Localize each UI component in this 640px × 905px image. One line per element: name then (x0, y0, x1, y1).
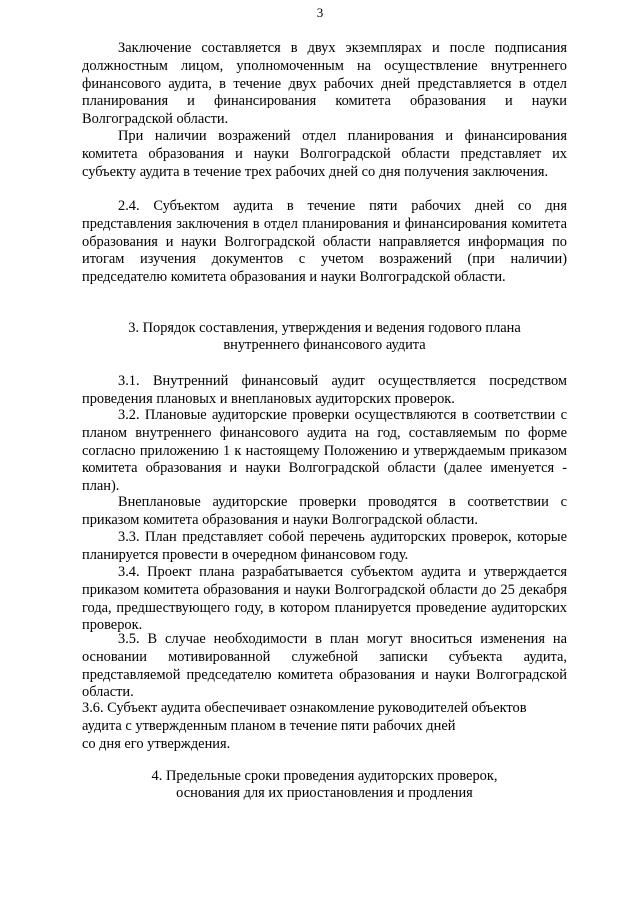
paragraph-3-4: 3.4. Проект плана разрабатывается субъектом аудита и утверждается приказом комитета образования и науки Волгоградской области до 25 декабря года, предшествующего году, в котором планируется проведение аудиторских проверок. (82, 564, 567, 634)
paragraph-3-5: 3.5. В случае необходимости в план могут вноситься изменения на основании мотивированной служебной записки субъекта аудита, представляемой председателю комитета образования и науки Волгоградской области. (82, 631, 567, 701)
section-4-heading-line2: основания для их приостановления и продления (176, 785, 473, 801)
paragraph-conclusion: Заключение составляется в двух экземплярах и после подписания должностным лицом, уполномоченным на осуществление внутреннего финансового аудита, в течение двух рабочих дней представляется в отдел планирования и финансирования комитета образования и науки Волгоградской области. (82, 40, 567, 128)
paragraph-3-6-line3: со дня его утверждения. (82, 735, 231, 752)
section-3-heading (82, 320, 567, 354)
paragraph-3-2: 3.2. Плановые аудиторские проверки осуществляются в соответствии с планом внутреннего финансового аудита на год, составляемым по форме согласно приложению 1 к настоящему Положению и утверждаемым приказом комитета образования и науки Волгоградской области (далее именуется - план). (82, 407, 567, 495)
paragraph-3-6-line2: аудита с утвержденным планом в течение пяти рабочих дней (82, 717, 456, 734)
paragraph-unscheduled: Внеплановые аудиторские проверки проводятся в соответствии с приказом комитета образования и науки Волгоградской области. (82, 494, 567, 528)
section-4-heading-line1: 4. Предельные сроки проведения аудиторских проверок, (151, 768, 498, 784)
page-number: 3 (316, 5, 324, 20)
paragraph-3-1: 3.1. Внутренний финансовый аудит осуществляется посредством проведения плановых и внеплановых аудиторских проверок. (82, 373, 567, 407)
section-4-heading (82, 768, 567, 802)
section-3-heading-line2: внутреннего финансового аудита (223, 337, 426, 353)
paragraph-3-3: 3.3. План представляет собой перечень аудиторских проверок, которые планируется провести в очередном финансовом году. (82, 529, 567, 563)
section-3-heading-line1: 3. Порядок составления, утверждения и ведения годового плана (128, 320, 521, 336)
paragraph-3-6-line1: 3.6. Субъект аудита обеспечивает ознакомление руководителей объектов (82, 700, 527, 716)
paragraph-3-6 (82, 700, 567, 753)
paragraph-objections: При наличии возражений отдел планирования и финансирования комитета образования и науки Волгоградской области представляет их субъекту аудита в течение трех рабочих дней со дня получения заключения. (82, 128, 567, 180)
paragraph-2-4: 2.4. Субъектом аудита в течение пяти рабочих дней со дня представления заключения в отдел планирования и финансирования комитета образования и науки Волгоградской области направляется информация по итогам изучения документов с учетом возражений (при наличии) председателю комитета образования и науки Волгоградской области. (82, 198, 567, 286)
